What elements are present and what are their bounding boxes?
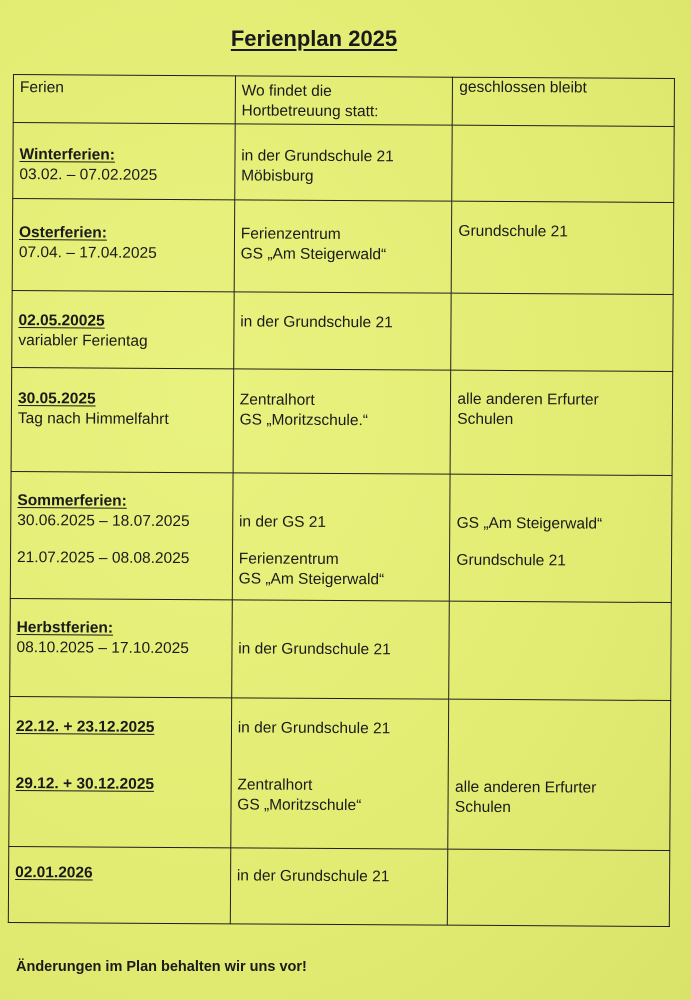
table-row (12, 199, 674, 295)
row-name: Osterferien: (18, 224, 107, 242)
row-dates: 03.02. – 07.02.2025 (19, 166, 158, 184)
footer-note: Änderungen im Plan behalten wir uns vor! (16, 959, 307, 975)
row-name: 02.05.20025 (18, 312, 105, 330)
table-header-row (13, 75, 674, 127)
row-location1: in der Grundschule 21 (237, 719, 391, 738)
holiday-plan-table (8, 74, 675, 927)
page-title: Ferienplan 2025 (230, 26, 398, 51)
row-location-line1: in der Grundschule 21 (238, 640, 391, 659)
row-closed-empty (448, 849, 670, 926)
row-location2-line2: GS „Moritzschule“ (237, 796, 362, 815)
row-location-line2: GS „Am Steigerwald“ (240, 245, 387, 264)
table-row (8, 846, 669, 926)
table-row (13, 123, 674, 203)
row-location-line1: in der Grundschule 21 (241, 147, 394, 166)
table-row (10, 471, 672, 602)
row-name: Herbstferien: (16, 619, 114, 637)
row-closed-line2: Schulen (457, 410, 514, 429)
row-dates: Tag nach Himmelfahrt (17, 410, 169, 428)
row-name: Sommerferien: (17, 492, 127, 510)
row-location-line2: Möbisburg (241, 167, 314, 185)
header-location-line1: Wo findet die (241, 82, 332, 100)
row-closed-empty (452, 125, 674, 202)
row-date1: 22.12. + 23.12.2025 (15, 718, 155, 736)
row-closed-line2: Schulen (454, 798, 511, 817)
header-cell-closed (453, 77, 675, 126)
row-location-line1: Ferienzentrum (240, 225, 341, 244)
table-row (9, 696, 671, 850)
row-closed2: Grundschule 21 (456, 551, 566, 570)
row-period2: 21.07.2025 – 08.08.2025 (16, 549, 190, 568)
row-name: Winterferien: (19, 146, 116, 164)
header-closed: geschlossen bleibt (459, 78, 587, 97)
row-closed-line1: alle anderen Erfurter (457, 390, 599, 409)
row-location2-line1: Zentralhort (237, 776, 313, 794)
row-dates: 07.04. – 17.04.2025 (18, 244, 157, 262)
row-location-line2: GS „Moritzschule.“ (239, 411, 369, 430)
row-name: 02.01.2026 (15, 864, 93, 882)
table-row (12, 290, 673, 371)
row-closed: Grundschule 21 (458, 222, 568, 241)
row-closed-empty (451, 293, 673, 371)
row-name: 30.05.2025 (17, 390, 96, 408)
row-location-line1: in der Grundschule 21 (240, 313, 393, 332)
row-dates: 08.10.2025 – 17.10.2025 (16, 639, 189, 658)
row-closed-line1: alle anderen Erfurter (454, 778, 597, 797)
row-dates: variabler Ferientag (18, 332, 148, 350)
row-location-line1: in der Grundschule 21 (236, 867, 390, 886)
table-row (10, 598, 672, 700)
row-date2: 29.12. + 30.12.2025 (15, 775, 155, 793)
row-location2-line2: GS „Am Steigerwald“ (238, 570, 385, 589)
row-closed1: GS „Am Steigerwald“ (456, 514, 603, 533)
row-location2-line1: Ferienzentrum (238, 550, 339, 568)
header-location-line2: Hortbetreuung statt: (241, 102, 379, 121)
row-closed-empty (449, 601, 671, 700)
header-cell-location (235, 76, 453, 125)
table-row (11, 367, 673, 475)
row-period1: 30.06.2025 – 18.07.2025 (17, 512, 190, 531)
row-location1: in der GS 21 (238, 513, 327, 531)
header-cell-ferien (13, 75, 235, 124)
header-ferien: Ferien (19, 79, 64, 97)
row-location-line1: Zentralhort (239, 391, 315, 409)
